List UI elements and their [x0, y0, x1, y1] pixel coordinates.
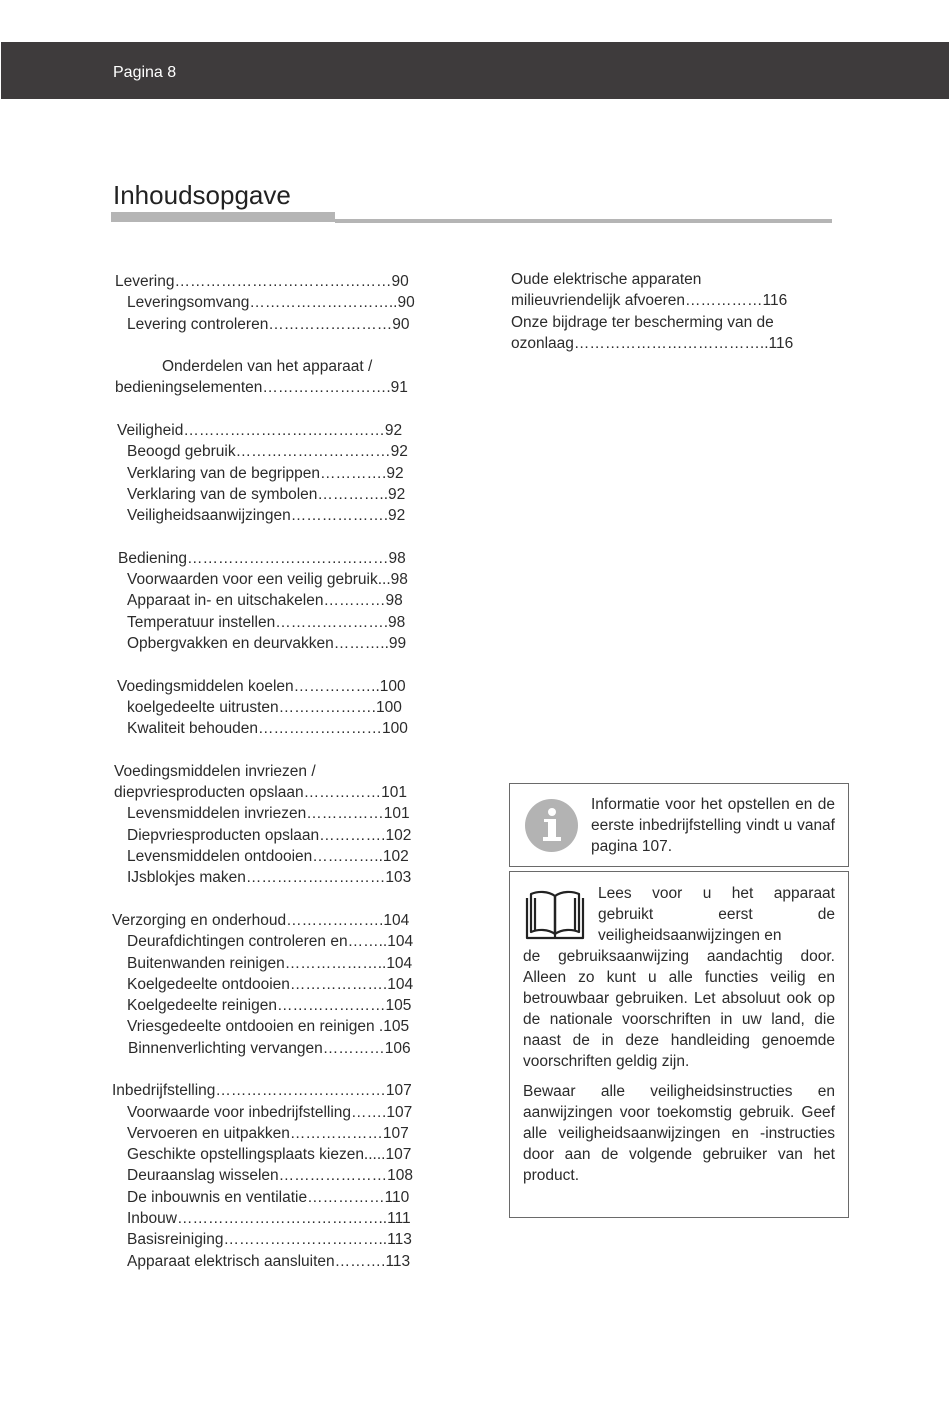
read-manual-paragraph: Bewaar alle veiligheidsinstructies en aanwijzingen voor toekomstig gebruik. Geef alle veiligheidsaanwijzingen en -instructies door aan de volgende gebruiker van het product. — [523, 1083, 835, 1184]
toc-subentry: Deurafdichtingen controleren en……..104 — [127, 933, 414, 951]
toc-subentry: Vriesgedeelte ontdooien en reinigen .105 — [127, 1018, 410, 1036]
toc-subentry: Binnenverlichting vervangen…………106 — [128, 1039, 411, 1057]
toc-subentry: Verklaring van de begrippen………….92 — [127, 464, 404, 482]
toc-entry: Onze bijdrage ter bescherming van de — [511, 313, 774, 331]
toc-subentry: Voorwaarden voor een veilig gebruik...98 — [127, 571, 408, 589]
toc-entry: bedieningselementen…………………….91 — [115, 379, 408, 397]
toc-spacer — [112, 527, 415, 548]
page-number-label: Pagina 8 — [113, 64, 177, 81]
toc-subentry: Voorwaarde voor inbedrijfstelling…….107 — [127, 1103, 413, 1121]
toc-subentry: Inbouw…………………………………..111 — [127, 1210, 411, 1228]
toc-spacer — [112, 889, 415, 910]
title-underline-thick — [111, 212, 335, 222]
toc-subentry: Opbergvakken en deurvakken………..99 — [127, 635, 407, 653]
toc-subentry: Verklaring van de symbolen…………..92 — [127, 485, 406, 503]
read-manual-body — [523, 946, 835, 1195]
toc-subentry: Veiligheidsaanwijzingen……………….92 — [127, 507, 406, 525]
toc-entry: milieuvriendelijk afvoeren……………116 — [511, 292, 788, 310]
toc-subentry: Buitenwanden reinigen………………..104 — [127, 954, 413, 972]
toc-left-column — [112, 271, 415, 1272]
toc-entry: Onderdelen van het apparaat / — [162, 358, 373, 376]
toc-subentry: Apparaat in- en uitschakelen…………98 — [127, 592, 403, 610]
page-title: Inhoudsopgave — [113, 180, 291, 210]
toc-entry: Inbedrijfstelling……………………………107 — [112, 1082, 412, 1100]
toc-subentry: Vervoeren en uitpakken………………107 — [127, 1124, 409, 1142]
toc-subentry: Levensmiddelen ontdooien…………..102 — [127, 848, 409, 866]
toc-spacer — [112, 1059, 415, 1080]
read-manual-notice-box — [509, 871, 849, 1218]
toc-subentry: Deuraanslag wisselen…………………108 — [127, 1167, 414, 1185]
toc-subentry: Temperatuur instellen………………….98 — [127, 613, 406, 631]
open-book-icon — [522, 888, 588, 942]
toc-spacer — [112, 399, 415, 420]
toc-entry: Verzorging en onderhoud……………….104 — [112, 911, 410, 929]
toc-entry: Voedingsmiddelen koelen……………..100 — [117, 677, 406, 695]
toc-entry: Oude elektrische apparaten — [511, 271, 702, 288]
toc-subentry: Levensmiddelen invriezen……………101 — [127, 805, 410, 823]
read-manual-lead-line: Lees voor u het apparaat — [598, 885, 835, 902]
toc-subentry: Levering controleren……………………90 — [127, 315, 410, 333]
toc-subentry: Leveringsomvang………………………..90 — [127, 294, 415, 312]
toc-entry: Bediening…………………………………98 — [118, 549, 406, 567]
toc-right-column — [511, 269, 793, 354]
toc-subentry: Diepvriesproducten opslaan………….102 — [127, 826, 412, 844]
read-manual-lead-line: veiligheidsaanwijzingen en — [598, 927, 782, 944]
read-manual-paragraph: de gebruiksaanwijzing aandachtig door. Alleen zo kunt u alle functies veilig en betrouwbaar gebruiken. Let absoluut ook op de nationale voorschriften in uw land, die naast de in deze handleiding genoemde voorschriften geldig zijn. — [523, 948, 835, 1070]
toc-subentry: IJsblokjes maken………………………103 — [127, 869, 412, 887]
toc-entry: diepvriesproducten opslaan……………101 — [114, 784, 407, 802]
toc-entry: Veiligheid…………………………………92 — [117, 422, 403, 440]
toc-entry: Voedingsmiddelen invriezen / — [114, 762, 316, 780]
info-notice-box — [509, 783, 849, 867]
title-underline-thin — [335, 219, 832, 223]
toc-subentry: Kwaliteit behouden……………………100 — [127, 720, 408, 738]
toc-spacer — [112, 335, 415, 356]
toc-subentry: Basisreiniging…………………………..113 — [127, 1231, 412, 1249]
toc-subentry: De inbouwnis en ventilatie……………110 — [127, 1188, 410, 1206]
toc-entry: ozonlaag………………………………..116 — [511, 334, 794, 352]
toc-spacer — [112, 740, 415, 761]
info-icon — [525, 799, 578, 852]
toc-spacer — [112, 654, 415, 675]
toc-subentry: Apparaat elektrisch aansluiten……….113 — [127, 1252, 411, 1270]
toc-subentry: Koelgedeelte ontdooien……………….104 — [127, 975, 414, 993]
read-manual-lead-line: gebruikt eerst de — [598, 906, 835, 923]
toc-subentry: koelgedeelte uitrusten……………….100 — [127, 698, 402, 716]
read-manual-lead — [598, 883, 835, 946]
toc-subentry: Koelgedeelte reinigen…………………105 — [127, 997, 412, 1015]
info-notice-text: Informatie voor het opstellen en de eerste inbedrijfstelling vindt u vanaf pagina 107. — [591, 796, 835, 855]
toc-entry: Levering……………………………………90 — [115, 273, 409, 290]
toc-subentry: Beoogd gebruik…………………………92 — [127, 443, 408, 461]
toc-subentry: Geschikte opstellingsplaats kiezen.....107 — [127, 1146, 412, 1164]
